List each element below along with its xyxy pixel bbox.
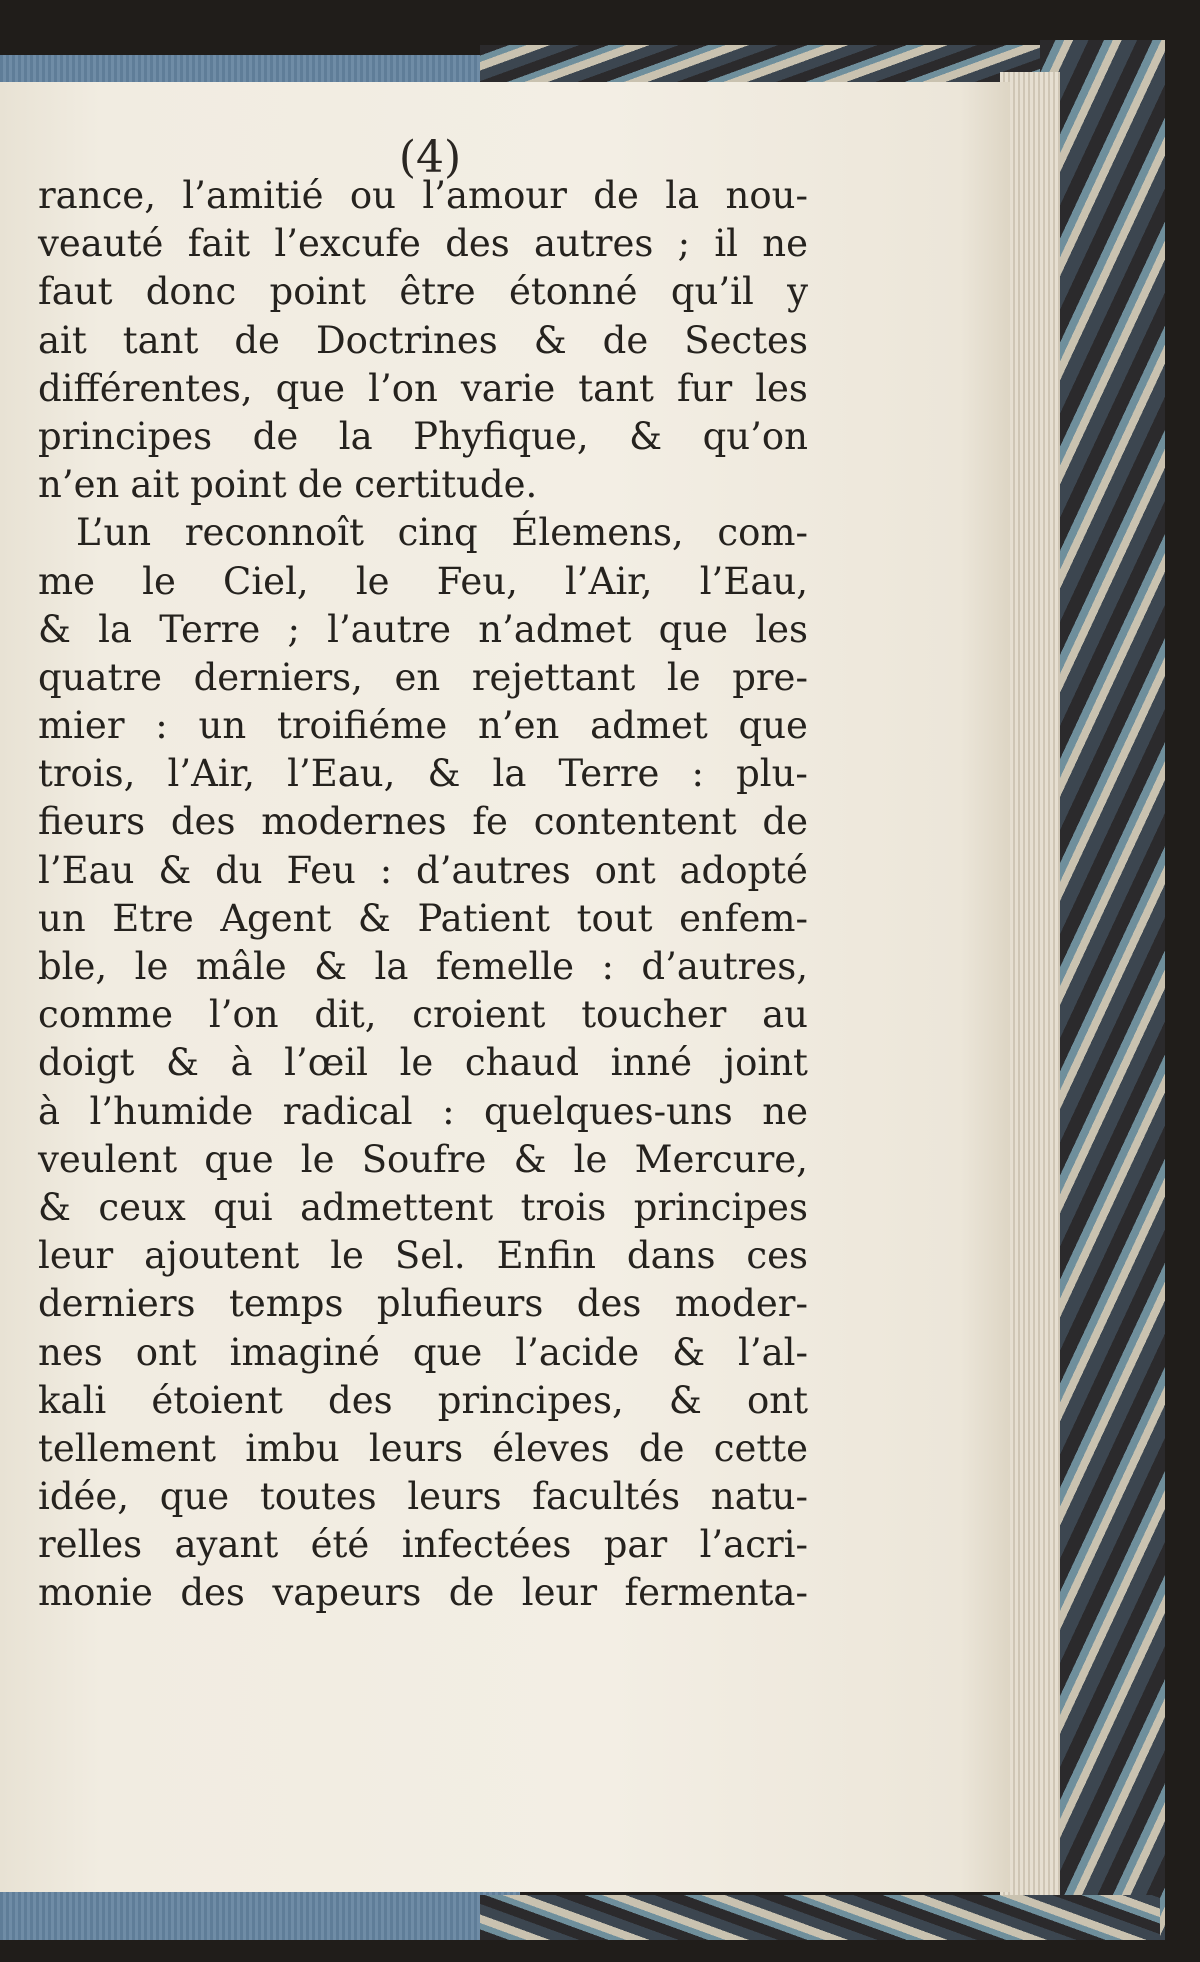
text-line: ble, le mâle & la femelle : d’autres, — [38, 945, 808, 988]
text-line: nes ont imaginé que l’acide & l’al- — [38, 1330, 808, 1374]
text-line: & la Terre ; l’autre n’admet que les — [38, 607, 808, 651]
book-page — [0, 82, 1010, 1892]
text-line: un Etre Agent & Patient tout enfem- — [38, 896, 808, 940]
text-line: L’un reconnoît cinq Élemens, com- — [76, 511, 808, 555]
text-line: l’Eau & du Feu : d’autres ont adopté — [38, 848, 808, 892]
text-line: n’en ait point de certitude. — [38, 463, 538, 507]
text-line: veauté fait l’excufe des autres ; il ne — [38, 222, 808, 266]
text-line: quatre derniers, en rejettant le pre- — [38, 655, 808, 699]
text-line: leur ajoutent le Sel. Enfin dans ces — [38, 1234, 808, 1278]
text-line: faut donc point être étonné qu’il y — [38, 270, 808, 314]
text-line: tellement imbu leurs éleves de cette — [38, 1426, 808, 1470]
text-line: fieurs des modernes fe contentent de — [38, 800, 808, 844]
text-line: derniers temps plufieurs des moder- — [38, 1282, 808, 1326]
text-line: monie des vapeurs de leur fermenta- — [38, 1571, 808, 1615]
text-line: mier : un troifiéme n’en admet que — [38, 704, 808, 748]
text-line: à l’humide radical : quelques-uns ne — [38, 1089, 808, 1133]
text-line: rance, l’amitié ou l’amour de la nou- — [38, 174, 808, 217]
page-text — [38, 172, 808, 1618]
text-line: idée, que toutes leurs facultés natu- — [38, 1475, 808, 1519]
text-line: veulent que le Soufre & le Mercure, — [38, 1137, 808, 1181]
text-line: kali étoient des principes, & ont — [38, 1378, 808, 1422]
text-line: doigt & à l’œil le chaud inné joint — [38, 1041, 808, 1085]
text-line: comme l’on dit, croient toucher au — [38, 993, 808, 1037]
text-line: différentes, que l’on varie tant fur les — [38, 366, 808, 410]
text-line: trois, l’Air, l’Eau, & la Terre : plu- — [38, 752, 808, 796]
text-line: me le Ciel, le Feu, l’Air, l’Eau, — [38, 559, 808, 603]
text-line: ait tant de Doctrines & de Sectes — [38, 318, 808, 362]
text-line: principes de la Phyfique, & qu’on — [38, 414, 808, 458]
page-number: (4) — [398, 132, 462, 183]
text-line: relles ayant été infectées par l’acri- — [38, 1523, 808, 1567]
text-line: & ceux qui admettent trois principes — [38, 1185, 808, 1229]
marbled-edge-bottom — [480, 1895, 1160, 1940]
